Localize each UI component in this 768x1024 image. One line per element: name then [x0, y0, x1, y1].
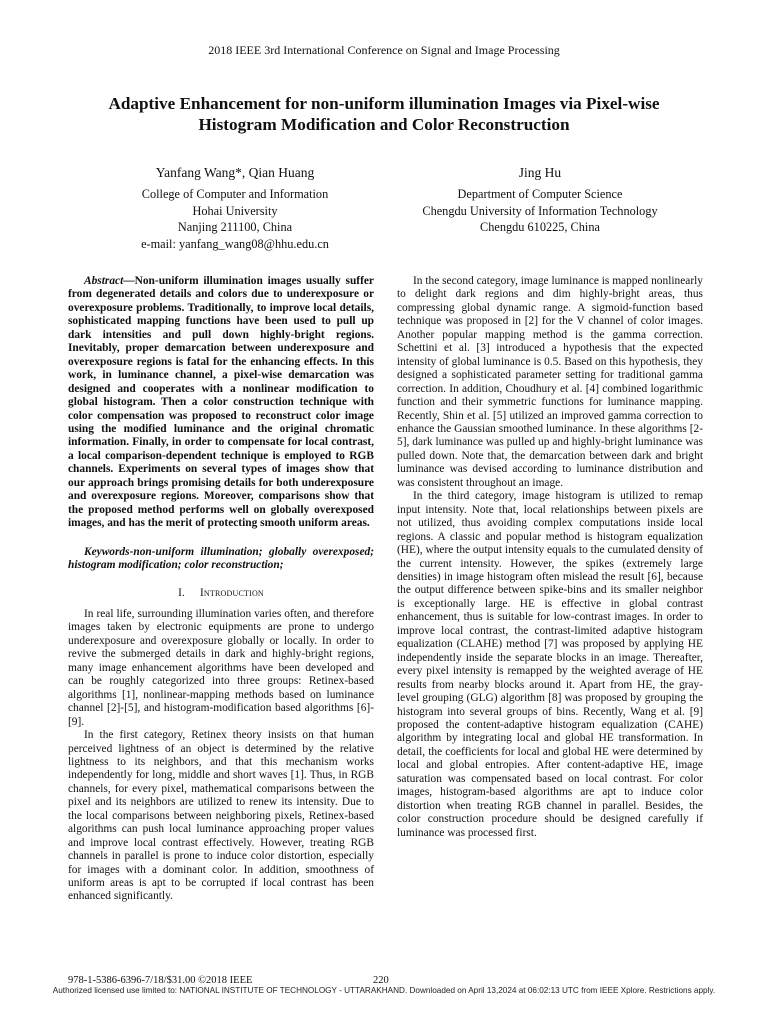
section-heading — [68, 587, 374, 600]
body-paragraph: In the first category, Retinex theory insists on that human perceived lightness of an object is determined by the relative lightness to its neighbors, and that this mechanism works independently for long, middle and short waves [1]. Thus, in RGB channels, for every pixel, mathematical comparisons between the pixel and its neighbors are utilized to renew its intensity. Due to the local comparisons between neighboring pixels, Retinex-based algorithms can push local luminance approaching proper values and improve local contrast effectively. However, treating RGB channels in parallel is prone to induce color distortion, especially for images with a dominant color. In addition, smoothness of uniform areas is apt to be corrupted if local contrast has been enhanced significantly. — [68, 729, 374, 903]
right-column — [397, 275, 703, 840]
page-number: 220 — [373, 975, 389, 986]
paper-title-line-1: Adaptive Enhancement for non-uniform illumination Images via Pixel-wise — [108, 94, 660, 113]
affiliation-line: College of Computer and Information — [141, 187, 329, 202]
left-column — [68, 275, 374, 904]
affiliation-line: Hohai University — [192, 203, 278, 218]
author-block-2 — [390, 165, 690, 236]
abstract — [68, 275, 374, 531]
body-paragraph: In the second category, image luminance is mapped nonlinearly to delight dark regions and dim highly-bright areas, thus compressing global dynamic range. A sigmoid-function based technique was proposed in [2] for the V channel of color images. Another popular mapping method is the gamma correction. Schettini et al. [3] introduced a hypothesis that the expected intensity of global luminance is 0.5. Based on this hypothesis, they designed a sophisticated parameter setting for traditional gamma correction. In addition, Choudhury et al. [4] combined logarithmic function and their symmetric functions for luminance mapping. Recently, Shin et al. [5] utilized an improved gamma correction to enhance the Gaussian smoothed luminance. In these algorithms [2-5], dark luminance was pulled up and highly-bright luminance was pulled down. Note that, the demarcation between dark and bright luminance was devised according to luminance distribution and was consistent throughout an image. — [397, 275, 703, 489]
section-title: Introduction — [200, 586, 264, 599]
conference-header: 2018 IEEE 3rd International Conference on Signal and Image Processing — [208, 43, 560, 57]
affiliation-line: Nanjing 211100, China — [177, 220, 293, 235]
abstract-text: —Non-uniform illumination images usually suffer from degenerated details and colors due to underexposure or overexposure problems. Traditionally, to improve local details, sophisticated mapping functions have been used to pull up dark intensities and pull down highly-bright regions. Inevitably, proper demarcation between underexposure and overexposure regions is fatal for the enhancing effects. In this work, in luminance channel, a pixel-wise demarcation was designed and cooperates with a nonlinear modification to global histogram. Then a color construction technique with color compensation was proposed to reconstruct color image using the modified luminance and the original chromatic information. Finally, in order to compensate for local contrast, a local comparison-dependent technique is employed to RGB channels. Experiments on several types of images show that our approach brings promising details for both underexposure and overexposure regions. Moreover, comparisons show that the proposed method performs well on globally overexposed images, and has the merit of protecting smooth uniform areas. — [68, 275, 374, 530]
body-paragraph: In the third category, image histogram is utilized to remap input intensity. Note that, local relationships between pixels are not utilized, thus avoiding complex computations inside local regions. A classic and popular method is histogram equalization (HE), where the output intensity equals to the cumulated density of the current intensity. However, the spikes (extremely large densities) in image histogram often mislead the result [6], because the output difference between spike-bins and its smaller neighbor is exceptionally large. HE is effective in global contrast enhancement, thus is suitable for low-contrast images. In order to improve local contrast, the contrast-limited adaptive histogram equalization (CLAHE) method [7] was proposed by applying HE independently inside the separate blocks in an image. Thereafter, every pixel intensity is remapped by the weighted average of HE results from nearby blocks around it. Apart from HE, the gray-level grouping (GLG) algorithm [8] was proposed by grouping the histogram into several groups of bins. Recently, Wang et al. [9] proposed the content-adaptive histogram equalization (CAHE) algorithm by integrating local and global HE transformation. In detail, the coefficients for local and global HE were determined by local and global entropies. After content-adaptive HE, image saturation was compensated based on local contrast. For color images, histogram-based algorithms are apt to induce color distortion when treating RGB channel in parallel. Besides, the color construction procedure should be designed carefully if luminance was processed first. — [397, 490, 703, 839]
author-email: e-mail: yanfang_wang08@hhu.edu.cn — [141, 236, 329, 251]
affiliation-line: Department of Computer Science — [457, 187, 623, 202]
body-paragraph: In real life, surrounding illumination varies often, and therefore images taken by electronic equipments are prone to undergo underexposure and overexposure globally or locally. In order to revive the submerged details in dark and highly-bright regions, many image enhancement algorithms have been developed and can be roughly categorized into three groups: Retinex-based algorithms [1], nonlinear-mapping methods based on luminance channel [2]-[5], and histogram-modification based algorithms [6]-[9]. — [68, 607, 374, 728]
license-notice: Authorized licensed use limited to: NATIONAL INSTITUTE OF TECHNOLOGY - UTTARAKHAND. Downloaded on April 13,2024 at 06:02:13 UTC from IEEE Xplore. Restrictions apply. — [52, 986, 716, 995]
keywords: Keywords-non-uniform illumination; globally overexposed; histogram modification; color reconstruction; — [68, 545, 374, 572]
author-block-1 — [100, 165, 370, 252]
paper-title — [60, 93, 708, 135]
affiliation-line: Chengdu University of Information Technology — [422, 203, 658, 218]
affiliation-line: Chengdu 610225, China — [480, 220, 600, 235]
section-number: I. — [178, 586, 186, 599]
isbn-copyright: 978-1-5386-6396-7/18/$31.00 ©2018 IEEE — [68, 975, 253, 986]
abstract-label: Abstract — [84, 275, 124, 287]
author-names-2: Jing Hu — [518, 165, 562, 180]
paper-title-line-2: Histogram Modification and Color Reconstruction — [198, 115, 570, 134]
author-names-1: Yanfang Wang*, Qian Huang — [155, 165, 315, 180]
